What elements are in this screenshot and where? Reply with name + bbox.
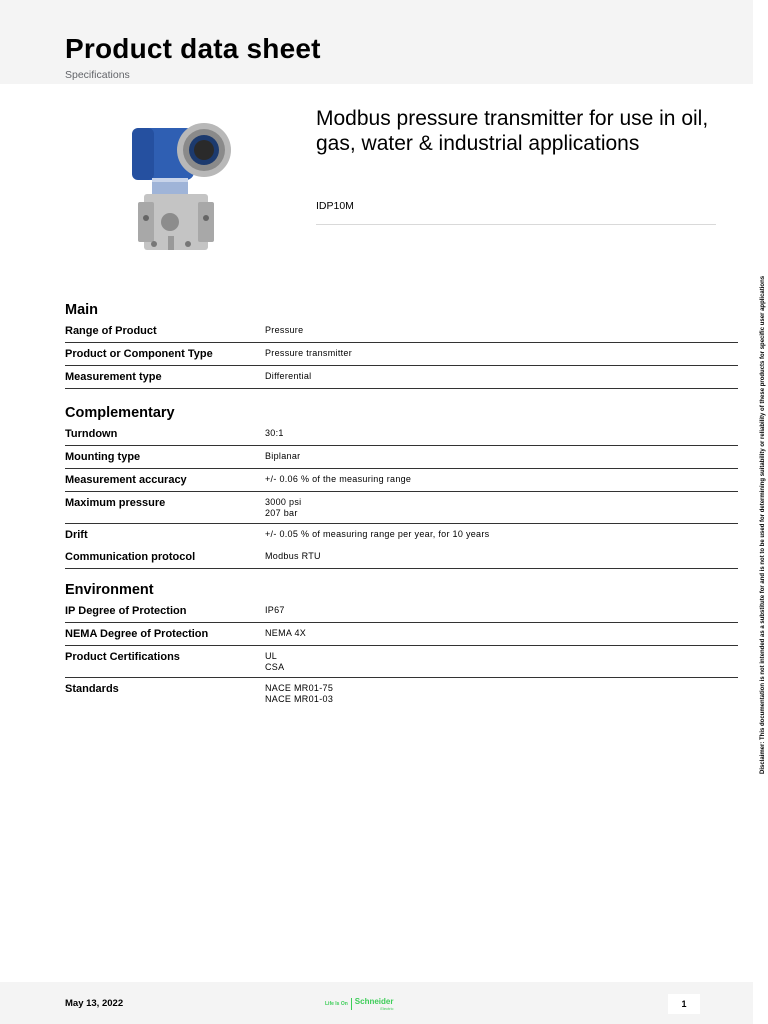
spec-value-line: Modbus RTU	[265, 551, 321, 561]
page-title: Product data sheet	[65, 33, 321, 64]
spec-value-line: NACE MR01-75	[265, 683, 334, 693]
spec-value	[265, 627, 738, 641]
logo-tagline: Life Is On	[325, 1001, 348, 1007]
spec-value	[265, 473, 738, 487]
spec-value-line: Pressure transmitter	[265, 348, 353, 358]
spec-value-line: CSA	[265, 662, 285, 672]
spec-value	[265, 496, 738, 519]
spec-value	[265, 450, 738, 464]
logo-wordmark	[355, 998, 394, 1011]
table-row	[65, 423, 738, 446]
pressure-transmitter-image	[124, 118, 240, 258]
table-row	[65, 343, 738, 366]
spec-value	[265, 528, 738, 542]
section-title: Complementary	[65, 405, 175, 421]
spec-value-line: UL	[265, 651, 278, 661]
disclaimer-text: Disclaimer: This documentation is not intended as a substitute for and is not to be used for determining suitability or reliability of these products for specific user applications	[760, 275, 766, 774]
page-number: 1	[668, 994, 700, 1014]
spec-value-line: IP67	[265, 605, 285, 615]
section-main	[65, 300, 738, 389]
spec-value-line: Biplanar	[265, 451, 301, 461]
table-row	[65, 446, 738, 469]
schneider-logo	[325, 996, 393, 1012]
product-heading: Modbus pressure transmitter for use in oil, gas, water & industrial applications	[316, 107, 709, 155]
spec-label: Drift	[65, 529, 88, 541]
product-reference: IDP10M	[316, 200, 354, 212]
spec-value	[265, 370, 738, 384]
footer-date: May 13, 2022	[65, 998, 124, 1009]
spec-label: Turndown	[65, 428, 118, 440]
header-band	[0, 0, 753, 84]
table-row	[65, 600, 738, 623]
spec-label: Product or Component Type	[65, 348, 213, 360]
spec-label: Measurement type	[65, 371, 162, 383]
logo-name: Schneider	[354, 996, 394, 1006]
spec-value-line: 30:1	[265, 428, 284, 438]
spec-label: Measurement accuracy	[65, 474, 187, 486]
spec-value-line: NEMA 4X	[265, 628, 307, 638]
spec-value	[265, 650, 738, 673]
spec-value-line: +/- 0.05 % of measuring range per year, for 10 years	[265, 529, 490, 539]
section-title: Environment	[65, 582, 154, 598]
table-row	[65, 320, 738, 343]
spec-label: Range of Product	[65, 325, 157, 337]
spec-label: Mounting type	[65, 451, 141, 463]
spec-value	[265, 324, 738, 338]
spec-label: NEMA Degree of Protection	[65, 628, 209, 640]
spec-value-line: 3000 psi	[265, 497, 302, 507]
spec-label: Product Certifications	[65, 651, 180, 663]
table-row	[65, 524, 738, 546]
table-row	[65, 623, 738, 646]
table-row	[65, 646, 738, 678]
spec-value-line: Differential	[265, 371, 312, 381]
spec-value-line: Pressure	[265, 325, 304, 335]
spec-label: Maximum pressure	[65, 497, 166, 509]
section-complementary	[65, 403, 738, 569]
table-row	[65, 678, 738, 709]
spec-value-line: NACE MR01-03	[265, 694, 334, 704]
logo-sub: Electric	[380, 1005, 394, 1011]
footer-band	[0, 982, 753, 1024]
spec-value	[265, 682, 738, 705]
divider	[316, 224, 716, 225]
table-row	[65, 366, 738, 389]
spec-value-line: +/- 0.06 % of the measuring range	[265, 474, 412, 484]
spec-label: IP Degree of Protection	[65, 605, 187, 617]
table-row	[65, 546, 738, 569]
spec-value	[265, 427, 738, 441]
page-subtitle: Specifications	[65, 69, 130, 81]
logo-separator	[351, 998, 352, 1010]
spec-value	[265, 604, 738, 618]
section-title: Main	[65, 302, 99, 318]
spec-value	[265, 550, 738, 564]
section-environment	[65, 580, 738, 709]
spec-value	[265, 347, 738, 361]
spec-label: Standards	[65, 683, 119, 695]
table-row	[65, 469, 738, 492]
spec-label: Communication protocol	[65, 551, 196, 563]
table-row	[65, 492, 738, 524]
spec-value-line: 207 bar	[265, 508, 298, 518]
